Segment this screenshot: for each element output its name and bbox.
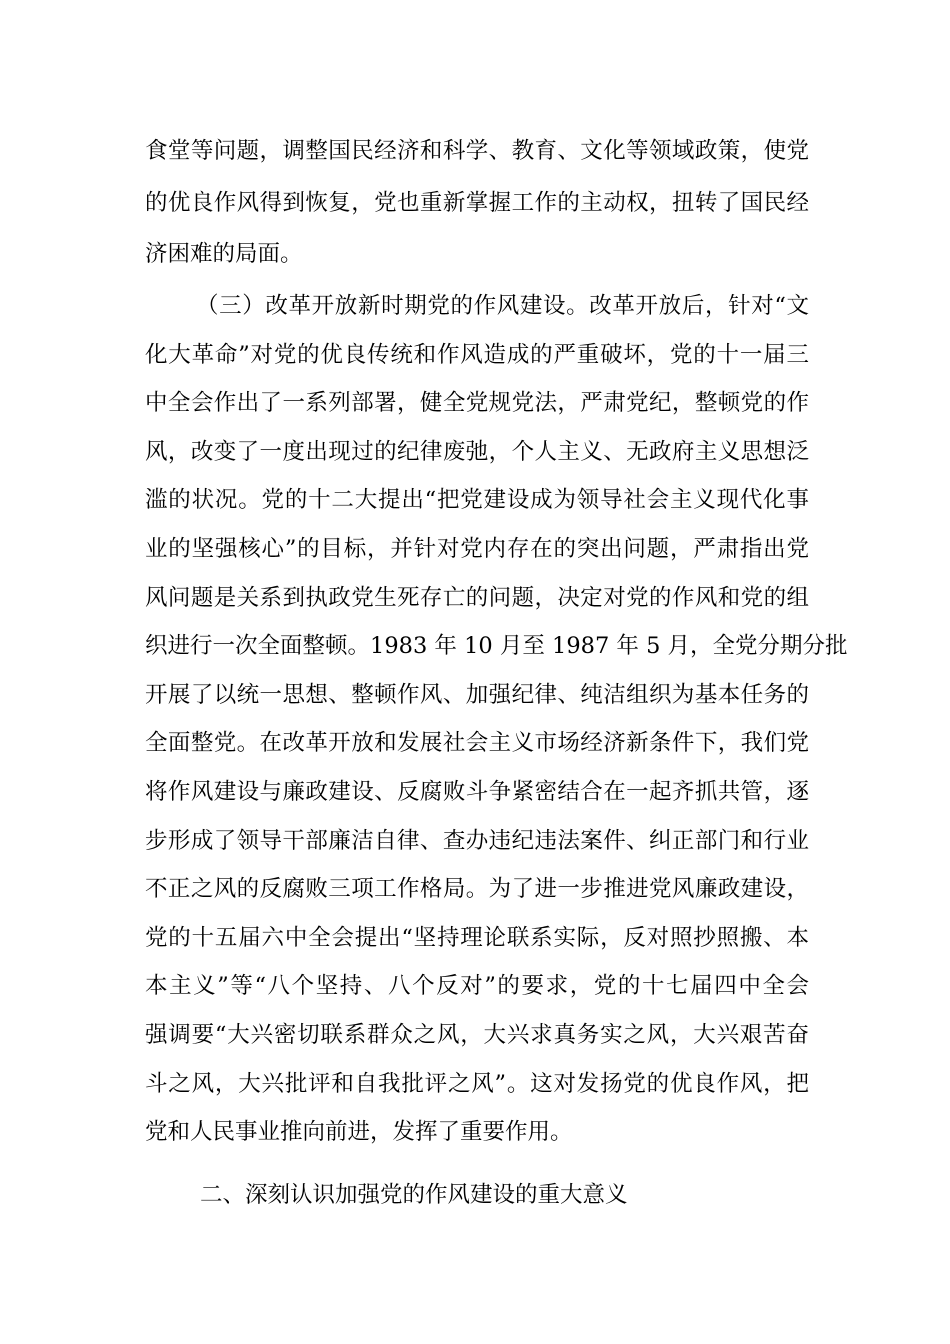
paragraph-line: 风问题是关系到执政党生死存亡的问题，决定对党的作风和党的组: [145, 585, 809, 611]
section-heading: 二、深刻认识加强党的作风建设的重大意义: [200, 1182, 628, 1208]
paragraph-line: 党和人民事业推向前进，发挥了重要作用。: [145, 1119, 573, 1145]
paragraph-line: 将作风建设与廉政建设、反腐败斗争紧密结合在一起齐抓共管，逐: [145, 779, 809, 805]
paragraph-line: 的优良作风得到恢复，党也重新掌握工作的主动权，扭转了国民经: [145, 190, 809, 216]
paragraph-line: 党的十五届六中全会提出“坚持理论联系实际，反对照抄照搬、本: [145, 925, 809, 951]
paragraph-line: 织进行一次全面整顿。1983 年 10 月至 1987 年 5 月，全党分期分批: [145, 633, 848, 659]
paragraph-line: 强调要“大兴密切联系群众之风，大兴求真务实之风，大兴艰苦奋: [145, 1022, 809, 1048]
paragraph-line: （三）改革开放新时期党的作风建设。改革开放后，针对“文: [196, 293, 809, 319]
paragraph-line: 步形成了领导干部廉洁自律、查办违纪违法案件、纠正部门和行业: [145, 828, 809, 854]
paragraph-line: 本主义”等“八个坚持、八个反对”的要求，党的十七届四中全会: [145, 973, 809, 999]
paragraph-line: 斗之风，大兴批评和自我批评之风”。这对发扬党的优良作风，把: [145, 1071, 809, 1097]
paragraph-line: 开展了以统一思想、整顿作风、加强纪律、纯洁组织为基本任务的: [145, 682, 809, 708]
paragraph-line: 全面整党。在改革开放和发展社会主义市场经济新条件下，我们党: [145, 730, 809, 756]
paragraph-line: 食堂等问题，调整国民经济和科学、教育、文化等领域政策，使党: [145, 138, 809, 164]
paragraph-line: 业的坚强核心”的目标，并针对党内存在的突出问题，严肃指出党: [145, 536, 809, 562]
paragraph-line: 化大革命”对党的优良传统和作风造成的严重破坏，党的十一届三: [145, 342, 809, 368]
paragraph-line: 滥的状况。党的十二大提出“把党建设成为领导社会主义现代化事: [145, 487, 809, 513]
paragraph-line: 济困难的局面。: [145, 241, 303, 267]
paragraph-line: 不正之风的反腐败三项工作格局。为了进一步推进党风廉政建设，: [145, 876, 809, 902]
paragraph-line: 风，改变了一度出现过的纪律废弛，个人主义、无政府主义思想泛: [145, 439, 809, 465]
paragraph-line: 中全会作出了一系列部署，健全党规党法，严肃党纪，整顿党的作: [145, 390, 809, 416]
